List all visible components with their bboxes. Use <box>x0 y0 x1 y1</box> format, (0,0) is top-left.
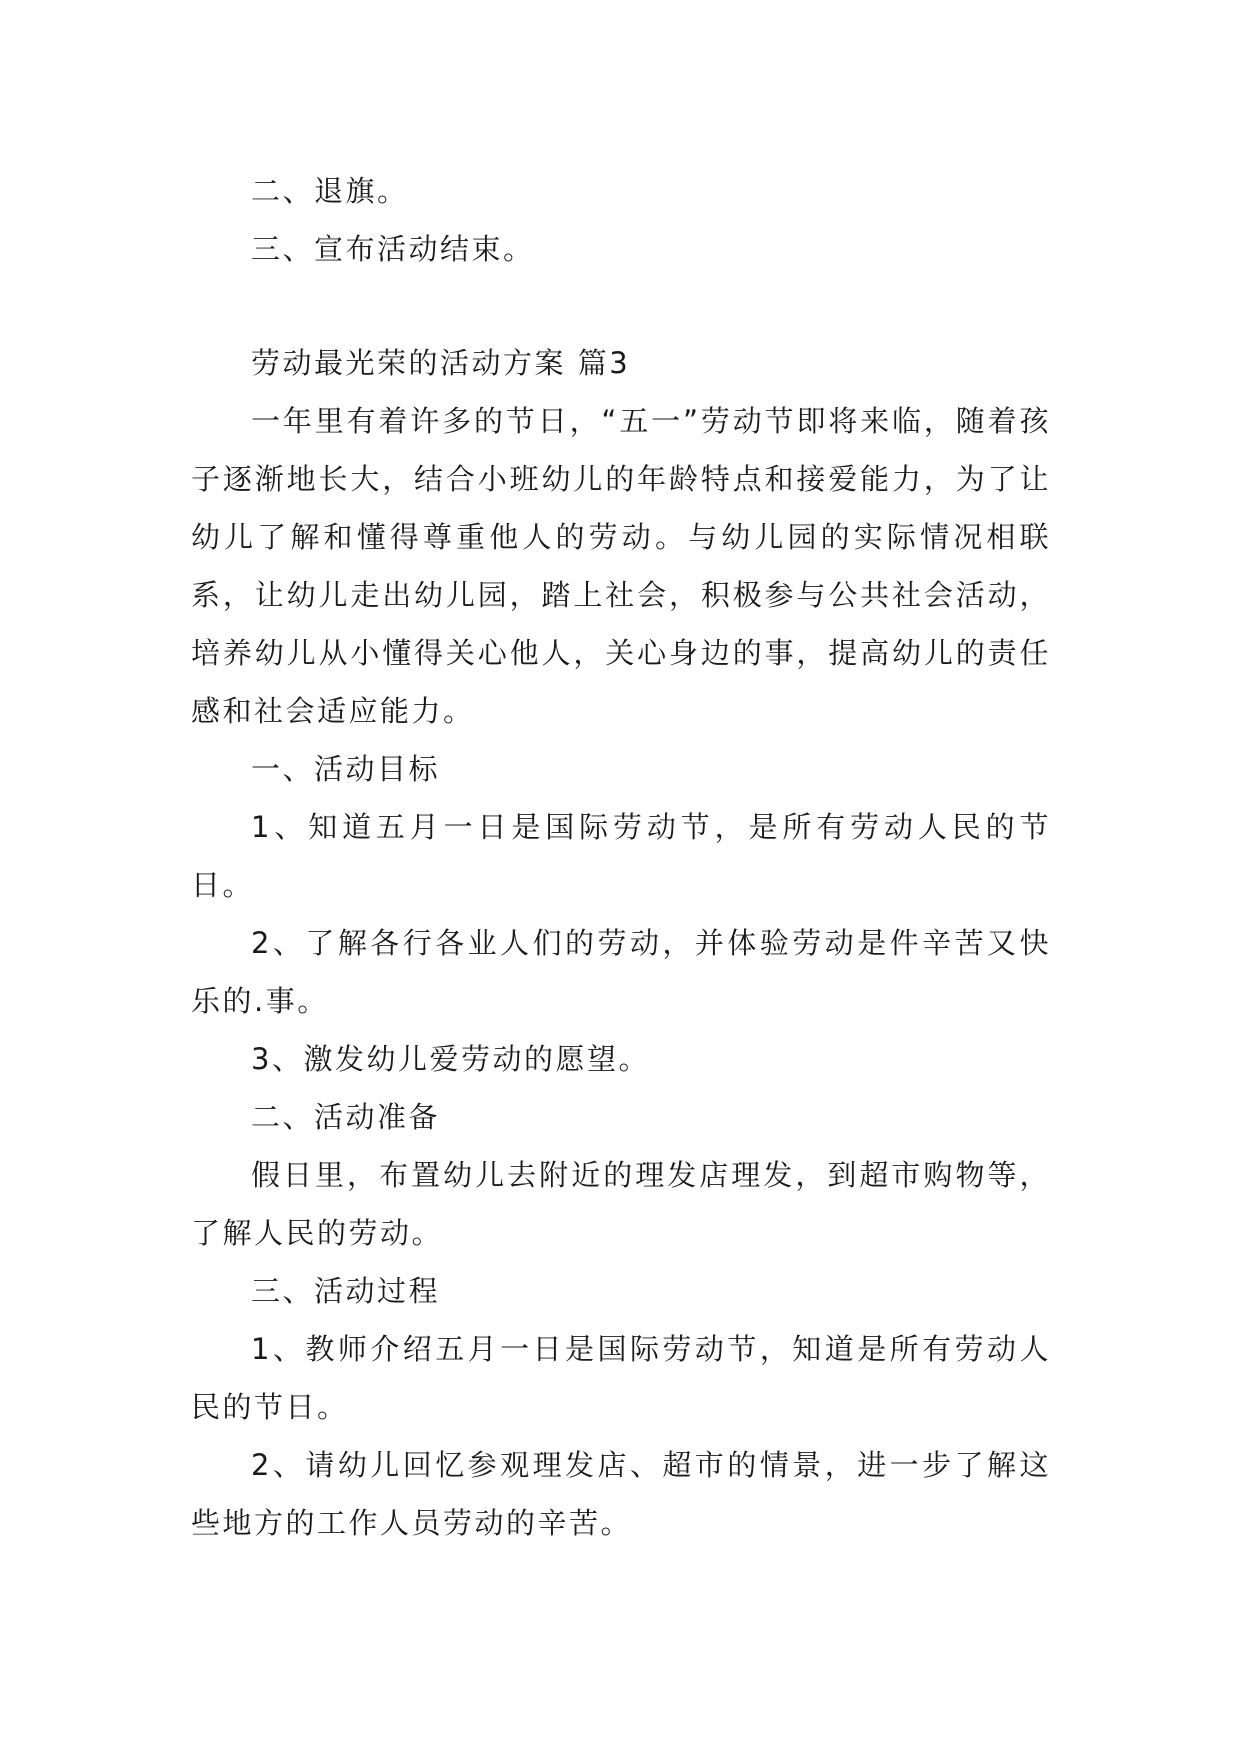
heading-activity-goals: 一、活动目标 <box>251 752 441 786</box>
paragraph-preparation: 假日里，布置幼儿去附近的理发店理发，到超市购物等，了解人民的劳动。 <box>191 1158 1051 1250</box>
paragraph-withdraw-flag: 二、退旗。 <box>251 174 409 208</box>
goal-item-1: 1、知道五月一日是国际劳动节，是所有劳动人民的节日。 <box>191 810 1051 902</box>
paragraph-announce-end: 三、宣布活动结束。 <box>251 232 535 266</box>
section-gap <box>191 278 1051 334</box>
process-item-2: 2、请幼儿回忆参观理发店、超市的情景，进一步了解这些地方的工作人员劳动的辛苦。 <box>191 1448 1051 1540</box>
section-heading: 劳动最光荣的活动方案 篇3 <box>251 346 631 380</box>
document-body <box>191 162 1051 1552</box>
paragraph-intro: 一年里有着许多的节日，“五一”劳动节即将来临，随着孩子逐渐地长大，结合小班幼儿的年龄特点和接爱能力，为了让幼儿了解和懂得尊重他人的劳动。与幼儿园的实际情况相联系，让幼儿走出幼儿园，踏上社会，积极参与公共社会活动，培养幼儿从小懂得关心他人，关心身边的事，提高幼儿的责任感和社会适应能力。 <box>191 404 1051 728</box>
goal-item-3: 3、激发幼儿爱劳动的愿望。 <box>251 1042 650 1076</box>
heading-activity-preparation: 二、活动准备 <box>251 1100 441 1134</box>
goal-item-2: 2、了解各行各业人们的劳动，并体验劳动是件辛苦又快乐的.事。 <box>191 926 1051 1018</box>
process-item-1: 1、教师介绍五月一日是国际劳动节，知道是所有劳动人民的节日。 <box>191 1332 1051 1424</box>
heading-activity-process: 三、活动过程 <box>251 1274 441 1308</box>
